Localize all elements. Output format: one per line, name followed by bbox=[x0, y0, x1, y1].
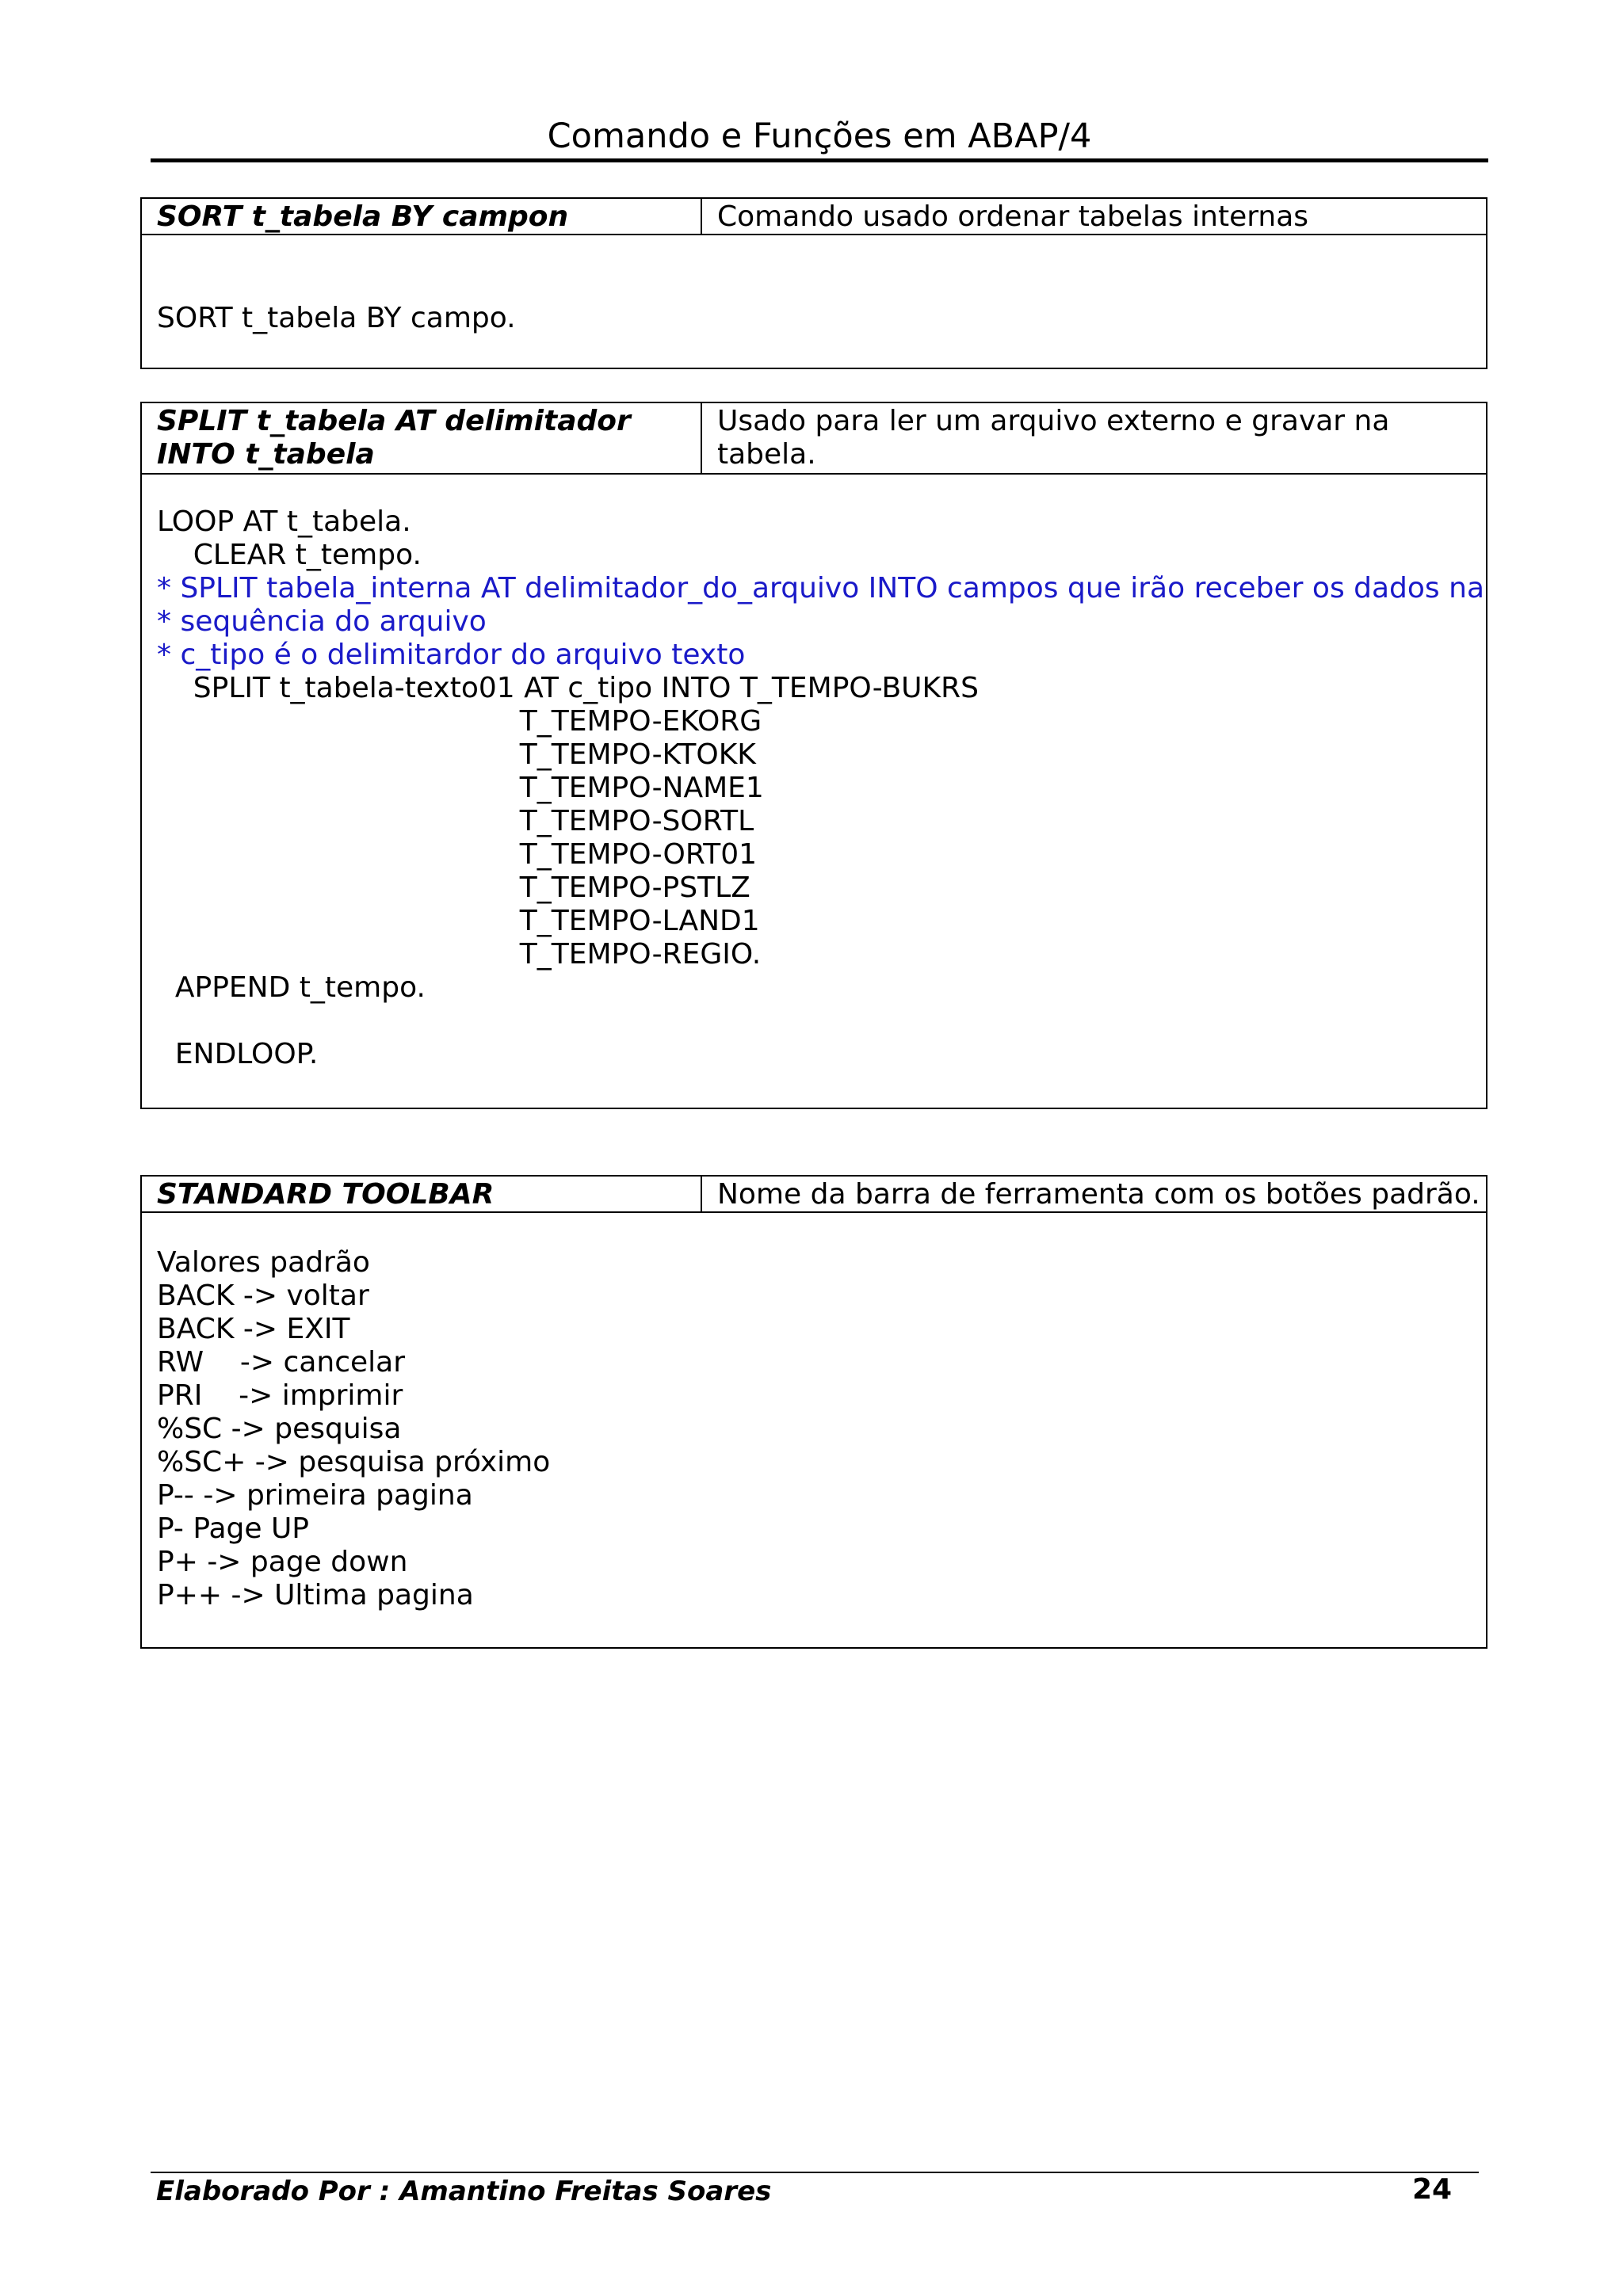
command-description: Usado para ler um arquivo externo e gravar na tabela. bbox=[717, 405, 1390, 471]
code-comment-line: * SPLIT tabela_interna AT delimitador_do_arquivo INTO campos que irão receber os dados na bbox=[157, 572, 1485, 605]
code-line: T_TEMPO-SORTL bbox=[157, 805, 754, 837]
footer-divider bbox=[151, 2172, 1479, 2173]
code-line bbox=[157, 1005, 1486, 1038]
code-line: Valores padrão bbox=[157, 1246, 370, 1279]
command-description: Comando usado ordenar tabelas internas bbox=[717, 200, 1309, 233]
code-line: APPEND t_tempo. bbox=[157, 971, 426, 1004]
code-line: LOOP AT t_tabela. bbox=[157, 505, 411, 538]
code-line: ENDLOOP. bbox=[157, 1038, 319, 1070]
code-line: SORT t_tabela BY campo. bbox=[157, 302, 516, 334]
code-line: T_TEMPO-ORT01 bbox=[157, 838, 758, 871]
page-header-title: Comando e Funções em ABAP/4 bbox=[547, 116, 1092, 156]
code-line bbox=[157, 269, 1486, 302]
code-line: P++ -> Ultima pagina bbox=[157, 1579, 474, 1611]
code-example bbox=[142, 235, 1486, 335]
header-divider bbox=[151, 158, 1488, 162]
footer-author: Elaborado Por : Amantino Freitas Soares bbox=[156, 2176, 772, 2207]
code-line: T_TEMPO-PSTLZ bbox=[157, 871, 750, 904]
command-header-row bbox=[142, 199, 1486, 235]
command-description: Nome da barra de ferramenta com os botões padrão. bbox=[717, 1178, 1480, 1211]
code-comment-line: * sequência do arquivo bbox=[157, 605, 487, 638]
code-line: PRI -> imprimir bbox=[157, 1379, 403, 1412]
command-block-split bbox=[140, 402, 1487, 1109]
code-line: T_TEMPO-LAND1 bbox=[157, 905, 760, 937]
command-block-standard-toolbar bbox=[140, 1175, 1487, 1649]
code-line: T_TEMPO-KTOKK bbox=[157, 738, 756, 771]
code-line: P- Page UP bbox=[157, 1512, 310, 1545]
command-syntax: SORT t_tabela BY campon bbox=[142, 199, 702, 234]
page-number: 24 bbox=[1412, 2173, 1453, 2206]
code-line: T_TEMPO-NAME1 bbox=[157, 772, 764, 804]
command-syntax: SPLIT t_tabela AT delimitador INTO t_tabela bbox=[142, 403, 702, 473]
code-line: BACK -> voltar bbox=[157, 1280, 369, 1312]
code-line: T_TEMPO-REGIO. bbox=[157, 938, 762, 971]
code-line: %SC+ -> pesquisa próximo bbox=[157, 1446, 551, 1478]
command-header-row bbox=[142, 1177, 1486, 1213]
command-header-row bbox=[142, 403, 1486, 475]
toolbar-values-list bbox=[142, 1213, 1486, 1612]
code-line: T_TEMPO-EKORG bbox=[157, 705, 762, 738]
code-example bbox=[142, 475, 1486, 1071]
code-line: CLEAR t_tempo. bbox=[157, 539, 422, 571]
command-block-sort bbox=[140, 197, 1487, 369]
code-line: BACK -> EXIT bbox=[157, 1313, 350, 1345]
code-line: RW -> cancelar bbox=[157, 1346, 405, 1379]
code-line: %SC -> pesquisa bbox=[157, 1413, 402, 1445]
code-line: P+ -> page down bbox=[157, 1546, 408, 1578]
command-syntax: STANDARD TOOLBAR bbox=[142, 1177, 702, 1211]
code-line: SPLIT t_tabela-texto01 AT c_tipo INTO T_TEMPO-BUKRS bbox=[157, 672, 979, 704]
code-comment-line: * c_tipo é o delimitardor do arquivo texto bbox=[157, 639, 746, 671]
code-line: P-- -> primeira pagina bbox=[157, 1479, 473, 1512]
